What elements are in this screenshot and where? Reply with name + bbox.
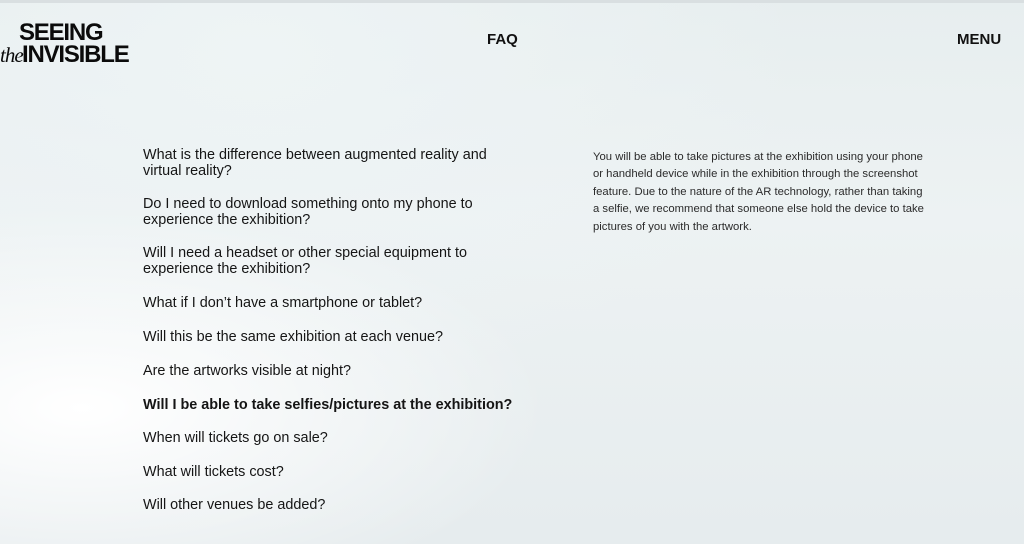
faq-question-item[interactable]: Do I need to download something onto my phone to experience the exhibition?: [143, 196, 473, 228]
faq-question-item-active[interactable]: Will I be able to take selfies/pictures at the exhibition?: [143, 397, 513, 413]
faq-question-item[interactable]: Will I need a headset or other special equipment to experience the exhibition?: [143, 245, 467, 277]
logo-the-text: the: [0, 43, 23, 67]
faq-question-item[interactable]: Are the artworks visible at night?: [143, 363, 351, 379]
faq-question-item[interactable]: Will other venues be added?: [143, 497, 326, 513]
faq-question-list: [143, 147, 543, 513]
nav-faq-link[interactable]: FAQ: [487, 31, 518, 48]
menu-button[interactable]: MENU: [957, 31, 1002, 48]
faq-question-item[interactable]: What if I don’t have a smartphone or tablet?: [143, 295, 423, 311]
faq-question-item[interactable]: What is the difference between augmented reality and virtual reality?: [143, 147, 487, 179]
site-logo[interactable]: [0, 19, 160, 72]
logo-invisible-text: INVISIBLE: [22, 41, 129, 68]
faq-question-item[interactable]: What will tickets cost?: [143, 464, 284, 480]
logo-seeing-text: SEEING: [19, 19, 103, 46]
faq-answer-text: You will be able to take pictures at the exhibition using your phone or handheld device while in the exhibition through the screenshot feature. Due to the nature of the AR technology, rather than taking a selfie, we recommend that someone else hold the device to take pictures of you with the artwork.: [593, 151, 924, 233]
faq-question-item[interactable]: Will this be the same exhibition at each venue?: [143, 329, 443, 345]
top-border: [0, 0, 1024, 3]
faq-question-item[interactable]: When will tickets go on sale?: [143, 430, 328, 446]
